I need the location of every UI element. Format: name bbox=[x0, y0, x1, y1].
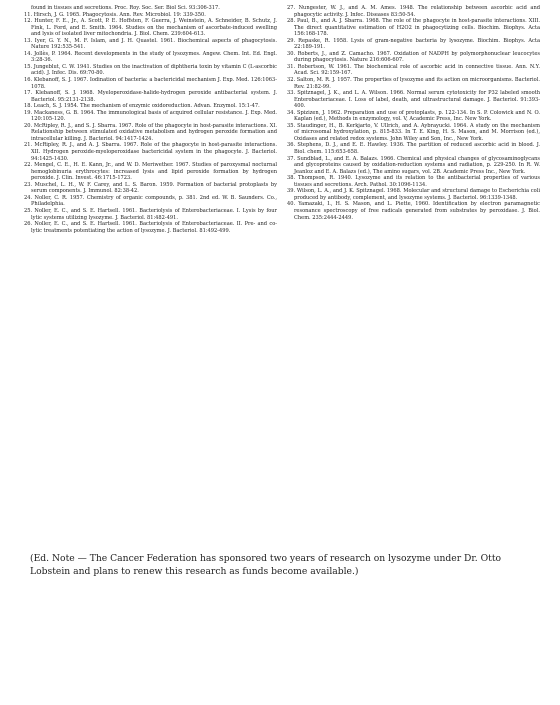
references-right-column bbox=[287, 5, 540, 234]
reference-ref-24: 24. Noller, C. R. 1957. Chemistry of organic compounds, p. 381. 2nd ed. W. B. Saunders. Co., Philadelphia. bbox=[24, 194, 277, 208]
references-left-column bbox=[24, 5, 277, 234]
reference-ref-17: 17. Klebanoff, S. J. 1968. Myeloperoxidase-halide-hydrogen peroxide antibacterial system. J. Bacteriol. 95:2131-2138. bbox=[24, 90, 277, 103]
reference-ref-12: 12. Hunter, F. E., Jr., A. Scott, P. E. Hoffsten, F. Guerra, J. Weinstein, A. Schneider, B. Schutz, J. Fink, L. Ford, and E. Smith. 1964. Studies on the mechanism of ascorbate-induced swelling and lysis of isolated liver mitochondria. J. Biol. Chem. 239:604-613. bbox=[24, 18, 277, 38]
reference-ref-35: 35. Staudinger, H., B. Kerkjarto, V. Ullrich, and A. Aybrayucki. 1964. A study on the mechanism of microsomal hydroxylation, p. 815-833. In T. E. King, H. S. Mason, and M. Morrison (ed.), Oxidases and related redox systems. John Wiley and Son, Inc., New York. bbox=[287, 122, 540, 142]
reference-ref-21: 21. McRipley, R. J., and A. J. Sbarra. 1967. Role of the phagocyte in host-parasite interactions. XII. Hydrogen peroxide-myeloperoxidase bactericidal system in the phagocyte. J. Bacteriol. 94:1425-1430. bbox=[24, 142, 277, 162]
reference-ref-27: 27. Nungester, W. J., and A. M. Ames. 1948. The relationship between ascorbic acid and phagocytic activity. J. Infec. Diseases 83:50-54. bbox=[287, 5, 540, 18]
reference-ref-15: 15. Jungeblut, C. W. 1941. Studies on the inactivation of diphtheria toxin by vitamin C (L-ascorbic acid). J. Infec. Dis. 69:70-80. bbox=[24, 63, 277, 77]
reference-ref-26: 26. Noller, E. C., and S. E. Hartsell. 1961. Bacteriolysis of Enterobacteriaceae. II. Pre- and co-lytic treatments potentiating the action of lysozyme. J. Bacteriol. 81:492-499. bbox=[24, 221, 277, 234]
reference-ref-22: 22. Mengel, C. E., H. E. Kann, Jr., and W. D. Meriwether. 1967. Studies of paroxysmal nocturnal hemoglobinuria erythrocytes: increased lysis and lipid peroxide formation by hydrogen peroxide. J. Clin. Invest. 46:1715-1723. bbox=[24, 162, 277, 182]
references-columns bbox=[24, 5, 540, 234]
reference-ref-30: 30. Roberts, J., and Z. Camacho. 1967. Oxidation of NADPH by polymorphonuclear leucocytes during phagocytosis. Nature 216:606-607. bbox=[287, 50, 540, 64]
reference-ref-29: 29. Repaske, R. 1958. Lysis of gram-negative bacteria by lysozyme. Biochim. Biophys. Acta 22:189-191. bbox=[287, 37, 540, 51]
reference-ref-20: 20. McRipley, R. J., and S. J. Sbarra. 1967. Role of the phagocyte in host-parasite interactions. XI. Relationship between stimulated oxidative metabolism and hydrogen peroxide formation and intracellular killing. J. Bacteriol. 94:1417-1424. bbox=[24, 122, 277, 142]
reference-ref-16: 16. Klebanoff, S. J. 1967. Iodination of bacteria: a bactericidal mechanism J. Exp. Med. 126:1063-1078. bbox=[24, 77, 277, 90]
reference-ref-28: 28. Paul, B., and A. J. Sbarra. 1968. The role of the phagocyte in host-parasite interactions. XIII. The direct quantitative estimation of H2O2 in phagocytizing cells. Biochim. Biophys. Acta 156:168-178. bbox=[287, 18, 540, 38]
reference-ref-37: 37. Sundblad, L., and E. A. Balazs. 1966. Chemical and physical changes of glycosaminoglycans and glycoproteins caused by oxidation-reduction systems and radiation, p. 229-250. In R. W. Jeanloz and E. A. Balazs (ed.), The amino sugars, vol. 2B. Academic Press Inc., New York. bbox=[287, 155, 540, 175]
reference-ref-40: 40. Yamazaki, I., H. S. Mason, and L. Piette, 1960. Identification by electron paramagnetic resonance spectroscopy of free radicals generated from substrates by peroxidase. J. Biol. Chem. 235:2444-2449. bbox=[287, 201, 540, 221]
reference-ref-23: 23. Muschel, L. H., W. F. Carey, and L. S. Baron. 1959. Formation of bacterial protoplasts by serum components. J. Immunol. 82:38-42. bbox=[24, 181, 277, 195]
reference-ref-14: 14. Jollès, P. 1964. Recent developments in the study of lysozymes. Angew. Chem. Int. Ed. Engl. 3:28-36. bbox=[24, 50, 277, 64]
reference-ref-36: 36. Stephens, D. J., and E. E. Hawley. 1936. The partition of reduced ascorbic acid in blood. J. Biol. chem. 115:653-658. bbox=[287, 142, 540, 156]
reference-ref-32: 32. Salton, M. R. J. 1957. The properties of lysozyme and its action on microorganisms. Bacteriol. Rev. 21:82-99. bbox=[287, 77, 540, 90]
reference-ref-cont: found in tissues and secretions. Proc. Roy. Soc. Ser. Biol Sci. 93:306-317. bbox=[31, 5, 220, 11]
reference-ref-18: 18. Leach, S. J. 1954. The mechanism of enzymic oxidoreduction. Advan. Enzymol. 15:1-47. bbox=[24, 103, 260, 110]
reference-ref-38: 38. Thompson, R. 1940. Lysozyme and its relation to the antibacterial properties of various tissues and secretions. Arch. Pathol. 30:1096-1134. bbox=[287, 175, 540, 188]
reference-ref-11: 11. Hirsch, J. G. 1965. Phagocytosis. Ann. Rev. Microbiol. 19: 339-350. bbox=[24, 11, 206, 18]
editor-note: (Ed. Note — The Cancer Federation has sponsored two years of research on lysozyme under Dr. Otto Lobstein and plans to renew this research as funds become available.) bbox=[30, 553, 502, 577]
reference-ref-13: 13. Iyer, G. Y. N., M. F. Islam, and J. H. Quastel. 1961. Biochemical aspects of phagocytosis. Nature 192:535-541. bbox=[24, 37, 277, 51]
reference-ref-34: 34. Spizizen, J. 1962. Preparation and use of protoplasts, p. 122-134. In S. P. Colowick and N. O. Kaplan (ed.), Methods in enzymology, vol. V, Academic Press, Inc. New York. bbox=[287, 109, 540, 123]
reference-ref-25: 25. Noller, E. C., and S. E. Hartsell. 1961. Bacteriolysis of Enterobacteriaceae. I. Lysis by four lytic systems utilizing lysozyme. J. Bacteriol. 81:482-491. bbox=[24, 207, 277, 221]
reference-ref-39: 39. Wilson, L. A., and J. K. Spitznagel. 1968. Molecular and structural damage to Escherichia coli produced by antibody, complement, and lysozyme systems. J. Bacteriol. 96:1339-1348. bbox=[287, 188, 540, 201]
reference-ref-19: 19. Mackaness, G. B. 1964. The immunological basis of acquired cellular resistance. J. Exp. Med. 120:105-120. bbox=[24, 109, 277, 123]
reference-ref-31: 31. Robertson, W. 1961. The biochemical role of ascorbic acid in connective tissue. Ann. N.Y. Acad. Sci. 92:159-167. bbox=[287, 63, 540, 77]
reference-ref-33: 33. Spitznagel, J. K., and L. A. Wilson. 1966. Normal serum cytotoxicity for P32 labeled smooth Enterobacteriaceae. I. Loss of label, death, and ultrastructural damage. J. Bacteriol. 91:393-400. bbox=[287, 90, 540, 110]
